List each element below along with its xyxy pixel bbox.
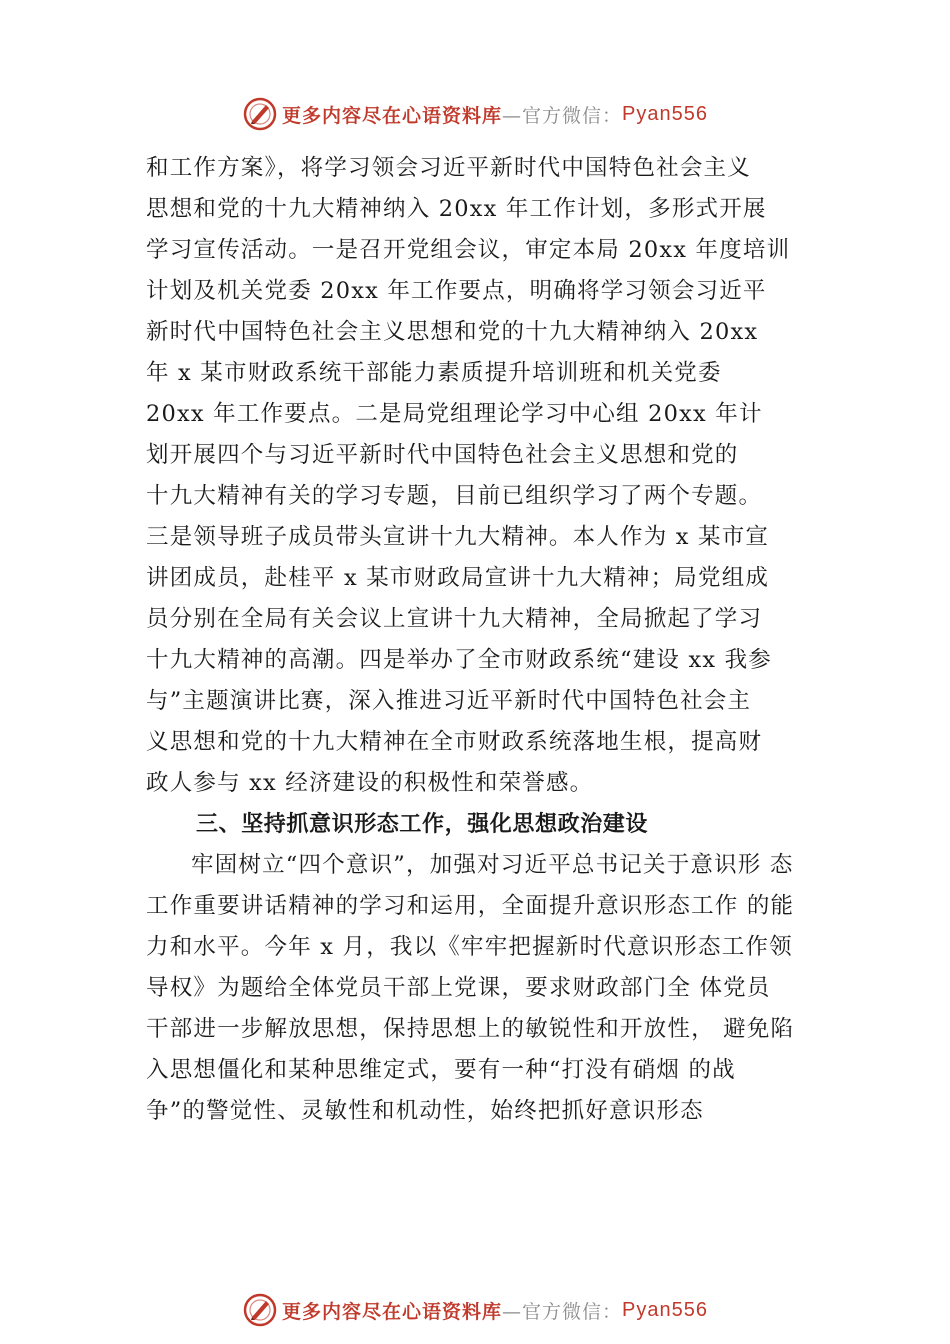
watermark-brand-text: 更多内容尽在心语资料库	[282, 104, 503, 127]
paragraph-line: 入思想僵化和某种思维定式，要有一种“打没有硝烟 的战	[146, 1057, 736, 1083]
watermark-wechat-id: Pyan556	[622, 102, 708, 125]
paragraph-line: 学习宣传活动。一是召开党组会议，审定本局 20xx 年度培训	[146, 237, 791, 263]
paragraph-line: 20xx 年工作要点。二是局党组理论学习中心组 20xx 年计	[146, 401, 763, 427]
paragraph-line: 干部进一步解放思想，保持思想上的敏锐性和开放性， 避免陷	[146, 1016, 795, 1042]
paragraph-line: 讲团成员，赴桂平 x 某市财政局宣讲十九大精神；局党组成	[146, 565, 770, 591]
paragraph-line: 牢固树立“四个意识”，加强对习近平总书记关于意识形 态	[191, 852, 794, 878]
paragraph-line: 思想和党的十九大精神纳入 20xx 年工作计划，多形式开展	[146, 196, 767, 222]
paragraph-line: 员分别在全局有关会议上宣讲十九大精神，全局掀起了学习	[146, 606, 763, 632]
red-seal-logo-icon	[242, 96, 278, 132]
section-heading: 三、坚持抓意识形态工作，强化思想政治建设	[196, 812, 649, 837]
red-seal-logo-icon	[242, 1292, 278, 1328]
paragraph-line: 力和水平。今年 x 月，我以《牢牢把握新时代意识形态工作领	[146, 934, 793, 960]
paragraph-line: 十九大精神有关的学习专题，目前已组织学习了两个专题。	[146, 483, 763, 509]
paragraph-line: 划开展四个与习近平新时代中国特色社会主义思想和党的	[146, 442, 739, 468]
watermark-separator-text: —官方微信：	[502, 1300, 623, 1323]
paragraph-line: 十九大精神的高潮。四是举办了全市财政系统“建设 xx 我参	[146, 647, 772, 673]
watermark-separator-text: —官方微信：	[502, 104, 623, 127]
paragraph-line: 三是领导班子成员带头宣讲十九大精神。本人作为 x 某市宣	[146, 524, 770, 550]
paragraph-line: 新时代中国特色社会主义思想和党的十九大精神纳入 20xx	[146, 319, 759, 345]
paragraph-line: 工作重要讲话精神的学习和运用，全面提升意识形态工作 的能	[146, 893, 795, 919]
paragraph-line: 争”的警觉性、灵敏性和机动性，始终把抓好意识形态	[146, 1098, 704, 1124]
watermark-wechat-id: Pyan556	[622, 1298, 708, 1321]
header-watermark	[0, 94, 950, 134]
paragraph-line: 义思想和党的十九大精神在全市财政系统落地生根，提高财	[146, 729, 763, 755]
paragraph-line: 政人参与 xx 经济建设的积极性和荣誉感。	[146, 770, 594, 796]
paragraph-line: 和工作方案》，将学习领会习近平新时代中国特色社会主义	[146, 155, 751, 181]
paragraph-line: 导权》为题给全体党员干部上党课，要求财政部门全 体党员	[146, 975, 771, 1001]
paragraph-line: 年 x 某市财政系统干部能力素质提升培训班和机关党委	[146, 360, 722, 386]
watermark-brand-text: 更多内容尽在心语资料库	[282, 1300, 503, 1323]
document-body	[146, 148, 816, 1132]
paragraph-line: 与”主题演讲比赛，深入推进习近平新时代中国特色社会主	[146, 688, 752, 714]
paragraph-line: 计划及机关党委 20xx 年工作要点，明确将学习领会习近平	[146, 278, 767, 304]
footer-watermark	[0, 1290, 950, 1330]
